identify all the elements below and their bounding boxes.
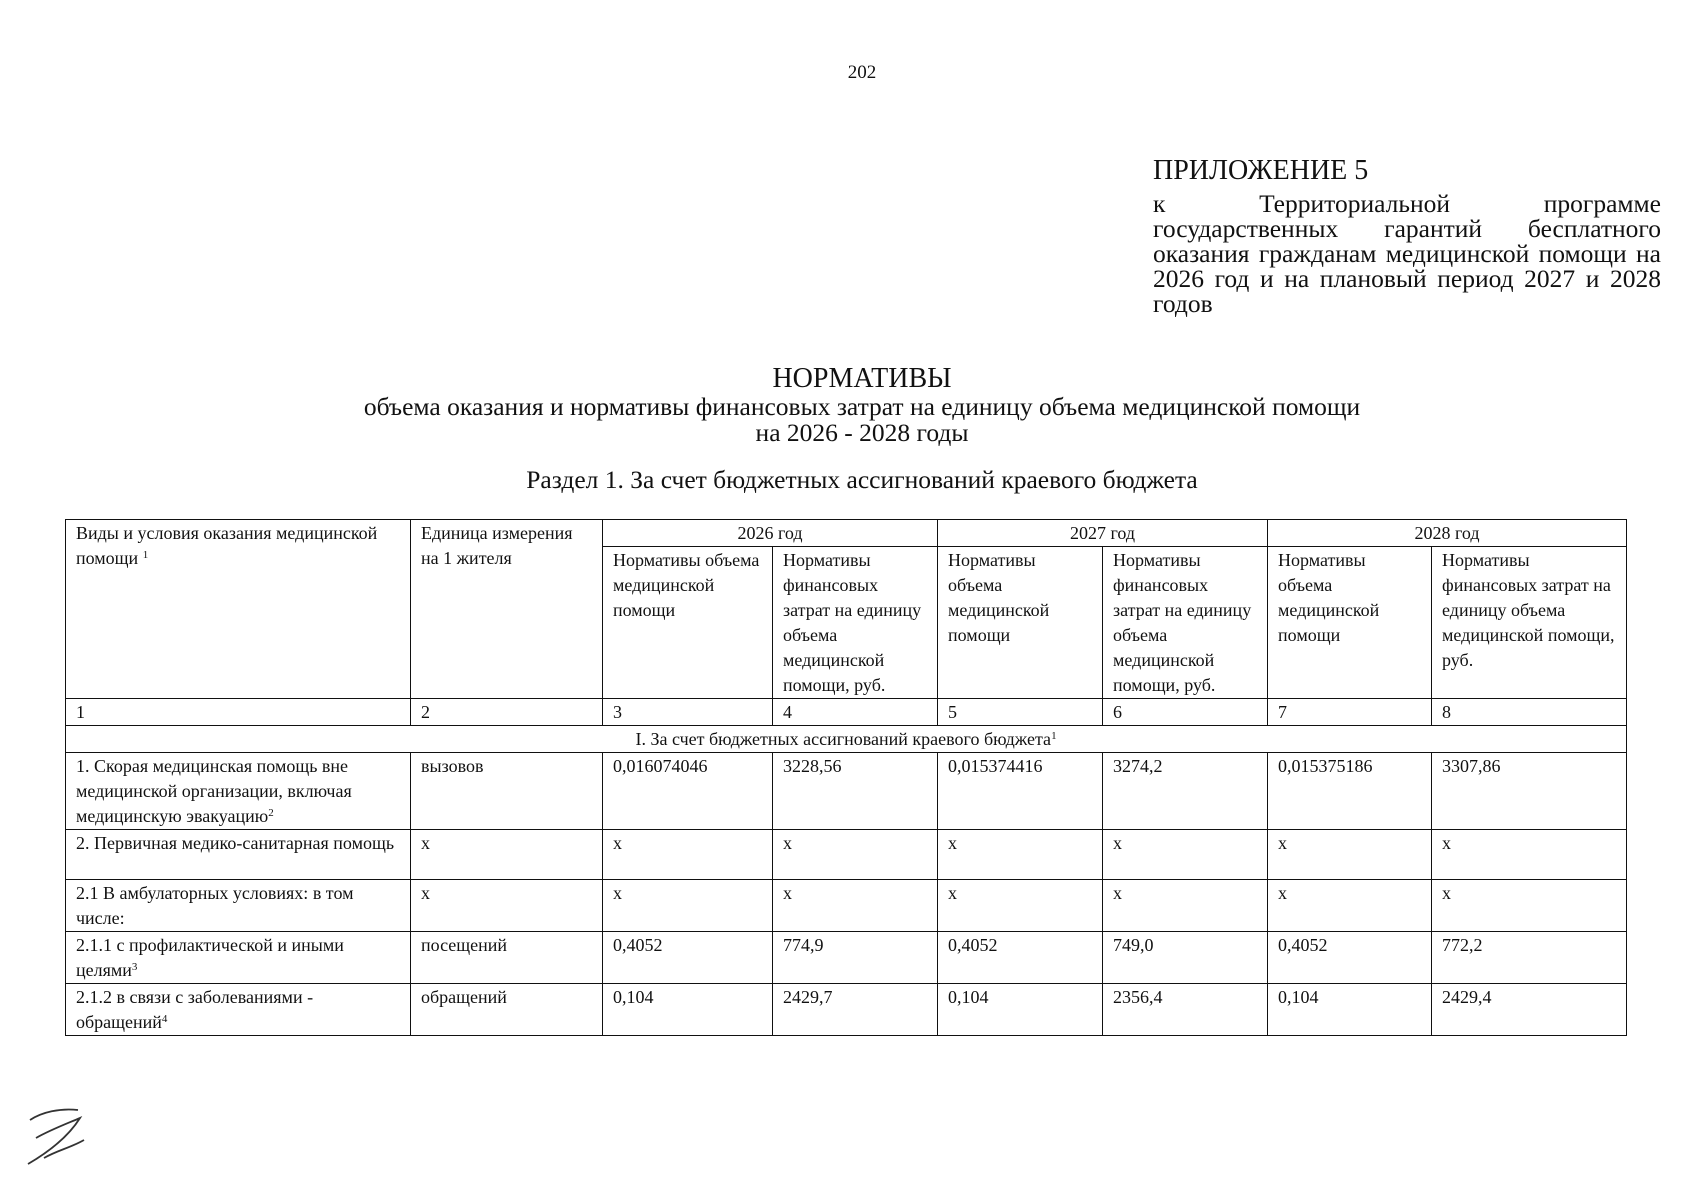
row-name: 2. Первичная медико-санитарная помощь bbox=[76, 833, 395, 853]
document-heading bbox=[0, 364, 1696, 446]
header-cost-2026: Нормативы финансовых затрат на единицу объема медицинской помощи, руб. bbox=[773, 547, 938, 699]
volume-value: 0,4052 bbox=[1268, 932, 1432, 984]
header-cost-2028: Нормативы финансовых затрат на единицу объема медицинской помощи, руб. bbox=[1432, 547, 1627, 699]
row-footnote: 2 bbox=[268, 807, 274, 819]
document-title: НОРМАТИВЫ bbox=[772, 363, 952, 394]
header-row-years bbox=[66, 520, 1627, 547]
volume-value: 0,104 bbox=[938, 984, 1103, 1036]
norms-table bbox=[65, 519, 1627, 1036]
volume-value: х bbox=[938, 880, 1103, 932]
row-name-cell bbox=[66, 880, 411, 932]
cost-value: х bbox=[1432, 880, 1627, 932]
header-year-2026: 2026 год bbox=[603, 520, 938, 547]
cost-value: х bbox=[1103, 830, 1268, 880]
cost-value: 749,0 bbox=[1103, 932, 1268, 984]
header-volume-2026: Нормативы объема медицинской помощи bbox=[603, 547, 773, 699]
appendix-title: ПРИЛОЖЕНИЕ 5 bbox=[1153, 155, 1369, 186]
page-number: 202 bbox=[847, 62, 877, 83]
section-row bbox=[66, 726, 1627, 753]
cost-value: 3274,2 bbox=[1103, 753, 1268, 830]
volume-value: х bbox=[603, 880, 773, 932]
header-cost-2027: Нормативы финансовых затрат на единицу объема медицинской помощи, руб. bbox=[1103, 547, 1268, 699]
table-row bbox=[66, 753, 1627, 830]
column-number: 3 bbox=[603, 699, 773, 726]
volume-value: 0,4052 bbox=[938, 932, 1103, 984]
volume-value: 0,015375186 bbox=[1268, 753, 1432, 830]
row-unit: вызовов bbox=[411, 753, 603, 830]
row-name: 2.1.2 в связи с заболеваниями - обращений bbox=[76, 987, 314, 1032]
row-unit: х bbox=[411, 880, 603, 932]
row-name: 2.1 В амбулаторных условиях: в том числе: bbox=[76, 883, 354, 928]
header-volume-2028: Нормативы объема медицинской помощи bbox=[1268, 547, 1432, 699]
volume-value: 0,015374416 bbox=[938, 753, 1103, 830]
appendix-block bbox=[1153, 155, 1661, 316]
volume-value: х bbox=[1268, 880, 1432, 932]
cost-value: 3307,86 bbox=[1432, 753, 1627, 830]
row-name: 2.1.1 с профилактической и иными целями bbox=[76, 935, 344, 980]
volume-value: х bbox=[938, 830, 1103, 880]
column-number: 6 bbox=[1103, 699, 1268, 726]
row-name-cell bbox=[66, 753, 411, 830]
table-row bbox=[66, 984, 1627, 1036]
cost-value: х bbox=[773, 880, 938, 932]
volume-value: 0,104 bbox=[1268, 984, 1432, 1036]
header-kind-footnote: 1 bbox=[142, 549, 149, 561]
column-number: 5 bbox=[938, 699, 1103, 726]
volume-value: 0,4052 bbox=[603, 932, 773, 984]
row-unit: посещений bbox=[411, 932, 603, 984]
header-year-2028: 2028 год bbox=[1268, 520, 1627, 547]
cost-value: 3228,56 bbox=[773, 753, 938, 830]
header-year-2027: 2027 год bbox=[938, 520, 1268, 547]
cost-value: 2429,7 bbox=[773, 984, 938, 1036]
column-number: 8 bbox=[1432, 699, 1627, 726]
cost-value: 2429,4 bbox=[1432, 984, 1627, 1036]
column-number: 7 bbox=[1268, 699, 1432, 726]
row-name-cell bbox=[66, 984, 411, 1036]
row-name: 1. Скорая медицинская помощь вне медицинской организации, включая медицинскую эвакуацию bbox=[76, 756, 352, 826]
section-row-footnote: 1 bbox=[1051, 730, 1057, 742]
section-row-text: I. За счет бюджетных ассигнований краевого бюджета bbox=[635, 729, 1052, 749]
volume-value: 0,104 bbox=[603, 984, 773, 1036]
row-footnote: 3 bbox=[131, 961, 138, 973]
table-row bbox=[66, 880, 1627, 932]
appendix-text: к Территориальной программе государственных гарантий бесплатного оказания гражданам медицинской помощи на 2026 год и на плановый период 2027 и 2028 годов bbox=[1153, 189, 1661, 318]
table-row bbox=[66, 932, 1627, 984]
row-unit: х bbox=[411, 830, 603, 880]
document-subtitle-line2: на 2026 - 2028 годы bbox=[755, 418, 969, 447]
cost-value: х bbox=[1103, 880, 1268, 932]
document-subtitle-line1: объема оказания и нормативы финансовых затрат на единицу объема медицинской помощи bbox=[363, 392, 1361, 421]
header-unit: Единица измерения на 1 жителя bbox=[411, 520, 603, 699]
header-kind-cell bbox=[66, 520, 411, 699]
header-volume-2027: Нормативы объема медицинской помощи bbox=[938, 547, 1103, 699]
volume-value: 0,016074046 bbox=[603, 753, 773, 830]
column-number: 4 bbox=[773, 699, 938, 726]
volume-value: х bbox=[603, 830, 773, 880]
column-number-row bbox=[66, 699, 1627, 726]
header-kind-label: Виды и условия оказания медицинской помощи bbox=[76, 523, 378, 568]
data-rows bbox=[66, 753, 1627, 1036]
cost-value: х bbox=[773, 830, 938, 880]
volume-value: х bbox=[1268, 830, 1432, 880]
row-unit: обращений bbox=[411, 984, 603, 1036]
row-footnote: 4 bbox=[161, 1013, 168, 1025]
row-name-cell bbox=[66, 830, 411, 880]
cost-value: х bbox=[1432, 830, 1627, 880]
cost-value: 2356,4 bbox=[1103, 984, 1268, 1036]
row-name-cell bbox=[66, 932, 411, 984]
table-row bbox=[66, 830, 1627, 880]
section-title: Раздел 1. За счет бюджетных ассигнований краевого бюджета bbox=[526, 465, 1198, 494]
column-number: 2 bbox=[411, 699, 603, 726]
column-number: 1 bbox=[66, 699, 411, 726]
section-row-cell bbox=[66, 726, 1627, 753]
cost-value: 774,9 bbox=[773, 932, 938, 984]
cost-value: 772,2 bbox=[1432, 932, 1627, 984]
